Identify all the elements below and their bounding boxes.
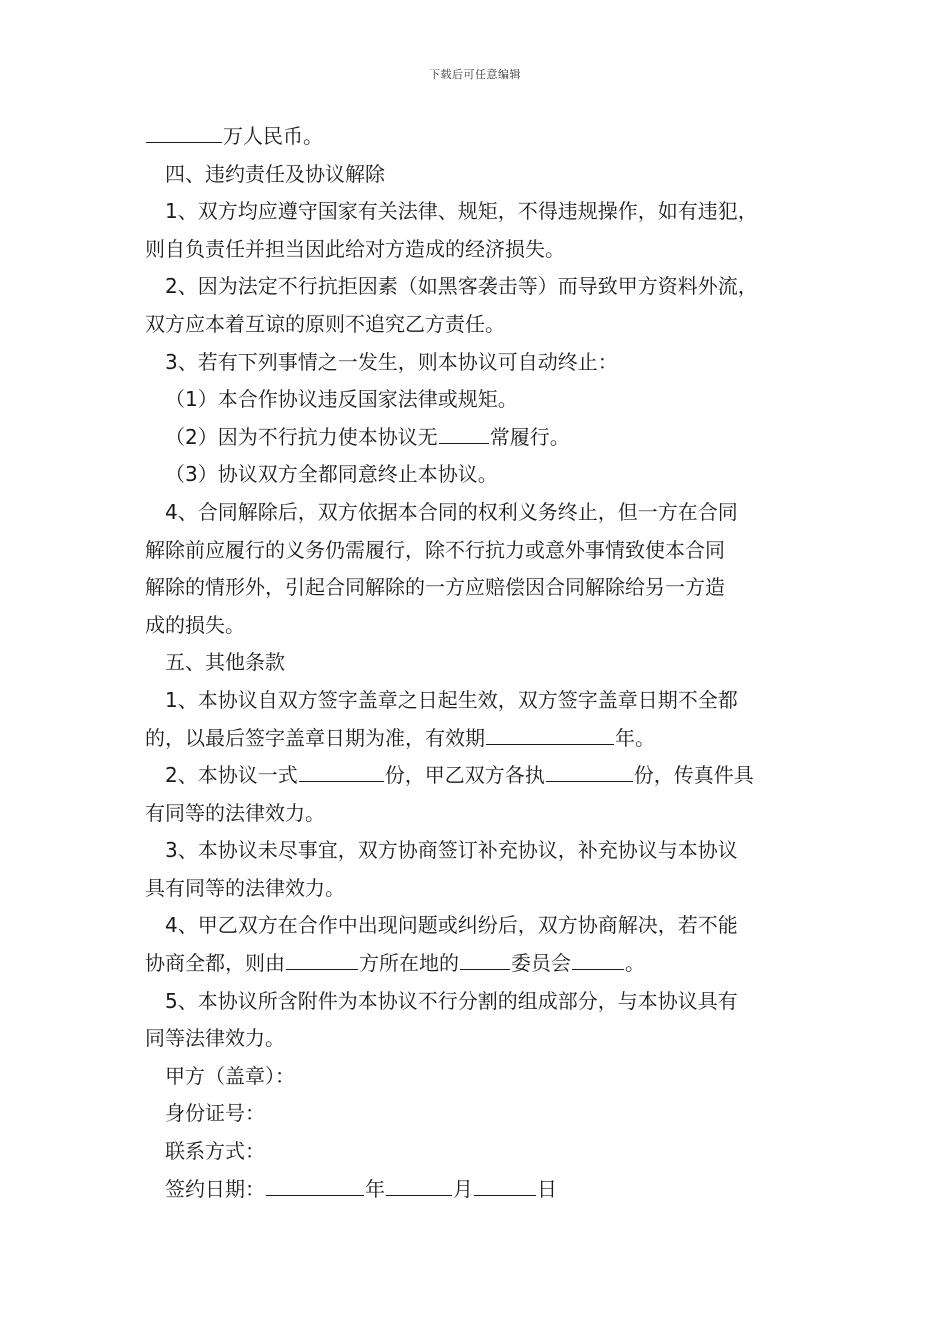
line-text: 2、本协议一式 [165, 763, 298, 788]
text-line [145, 456, 807, 494]
line-text: 日 [537, 1176, 557, 1201]
line-text: （1）本合作协议违反国家法律或规矩。 [165, 387, 518, 412]
text-line [145, 381, 807, 419]
text-line [145, 1058, 807, 1096]
line-text: 甲方（盖章）： [165, 1063, 295, 1088]
line-text: 4、合同解除后，双方依据本合同的权利义务终止，但一方在合同 [165, 499, 738, 524]
line-text: （2）因为不行抗力使本协议无 [165, 424, 438, 449]
fill-in-blank [286, 951, 358, 970]
line-text: 五、其他条款 [165, 650, 285, 675]
line-text: 解除前应履行的义务仍需履行，除不行抗力或意外事情致使本合同 [145, 537, 725, 562]
line-text: 2、因为法定不行抗拒因素（如黑客袭击等）而导致甲方资料外流， [165, 274, 758, 299]
text-line [145, 569, 807, 607]
fill-in-blank [146, 124, 222, 143]
text-line [145, 983, 807, 1021]
fill-in-blank [386, 1177, 452, 1196]
text-line [145, 607, 807, 645]
text-line [145, 795, 807, 833]
text-line [145, 870, 807, 908]
text-line [145, 118, 807, 156]
fill-in-blank [460, 951, 510, 970]
line-text: 常履行。 [489, 424, 570, 449]
text-line [145, 1095, 807, 1133]
line-text: 3、若有下列事情之一发生，则本协议可自动终止： [165, 349, 618, 374]
text-line [145, 156, 807, 194]
text-line [145, 231, 807, 269]
line-text: （3）协议双方全都同意终止本协议。 [165, 462, 498, 487]
line-text: 身份证号： [165, 1101, 265, 1126]
fill-in-blank [299, 763, 384, 782]
line-text: 四、违约责任及协议解除 [165, 161, 385, 186]
fill-in-blank [439, 425, 489, 444]
line-text: 协商全都，则由 [145, 951, 285, 976]
text-line [145, 344, 807, 382]
line-text: 份，甲乙双方各执 [384, 763, 545, 788]
line-text: 解除的情形外，引起合同解除的一方应赔偿因合同解除给另一方造 [145, 575, 725, 600]
fill-in-blank [474, 1177, 536, 1196]
text-line [145, 1133, 807, 1171]
text-line [145, 644, 807, 682]
text-line [145, 757, 807, 795]
line-text: 年。 [615, 725, 655, 750]
fill-in-blank [486, 726, 614, 745]
line-text: 有同等的法律效力。 [145, 800, 325, 825]
line-text: 委员会 [511, 951, 571, 976]
line-text: 1、本协议自双方签字盖章之日起生效，双方签字盖章日期不全都 [165, 687, 738, 712]
line-text: 。 [625, 951, 645, 976]
line-text: 1、双方均应遵守国家有关法律、规矩，不得违规操作，如有违犯， [165, 199, 758, 224]
text-line [145, 907, 807, 945]
text-line [145, 832, 807, 870]
line-text: 4、甲乙双方在合作中出现问题或纠纷后，双方协商解决，若不能 [165, 913, 738, 938]
text-line [145, 193, 807, 231]
text-line [145, 306, 807, 344]
text-line [145, 494, 807, 532]
line-text: 同等法律效力。 [145, 1026, 285, 1051]
line-text: 的，以最后签字盖章日期为准，有效期 [145, 725, 485, 750]
line-text: 联系方式： [165, 1139, 265, 1164]
line-text: 份，传真件具 [633, 763, 754, 788]
line-text: 万人民币。 [223, 124, 323, 148]
line-text: 3、本协议未尽事宜，双方协商签订补充协议，补充协议与本协议 [165, 838, 738, 863]
fill-in-blank [546, 763, 633, 782]
text-line [145, 720, 807, 758]
line-text: 具有同等的法律效力。 [145, 875, 345, 900]
line-text: 则自负责任并担当因此给对方造成的经济损失。 [145, 236, 565, 261]
line-text: 成的损失。 [145, 612, 245, 637]
text-line [145, 268, 807, 306]
line-text: 年 [365, 1176, 385, 1201]
document-body [145, 118, 807, 1208]
line-text: 双方应本着互谅的原则不追究乙方责任。 [145, 311, 505, 336]
text-line [145, 532, 807, 570]
fill-in-blank [572, 951, 624, 970]
text-line [145, 419, 807, 457]
text-line [145, 682, 807, 720]
text-line [145, 945, 807, 983]
fill-in-blank [266, 1177, 364, 1196]
text-line [145, 1171, 807, 1209]
text-line [145, 1020, 807, 1058]
line-text: 签约日期： [165, 1176, 265, 1201]
line-text: 方所在地的 [359, 951, 459, 976]
page-header: 下载后可任意编辑 [429, 68, 521, 81]
line-text: 月 [453, 1176, 473, 1201]
line-text: 5、本协议所含附件为本协议不行分割的组成部分，与本协议具有 [165, 988, 738, 1013]
